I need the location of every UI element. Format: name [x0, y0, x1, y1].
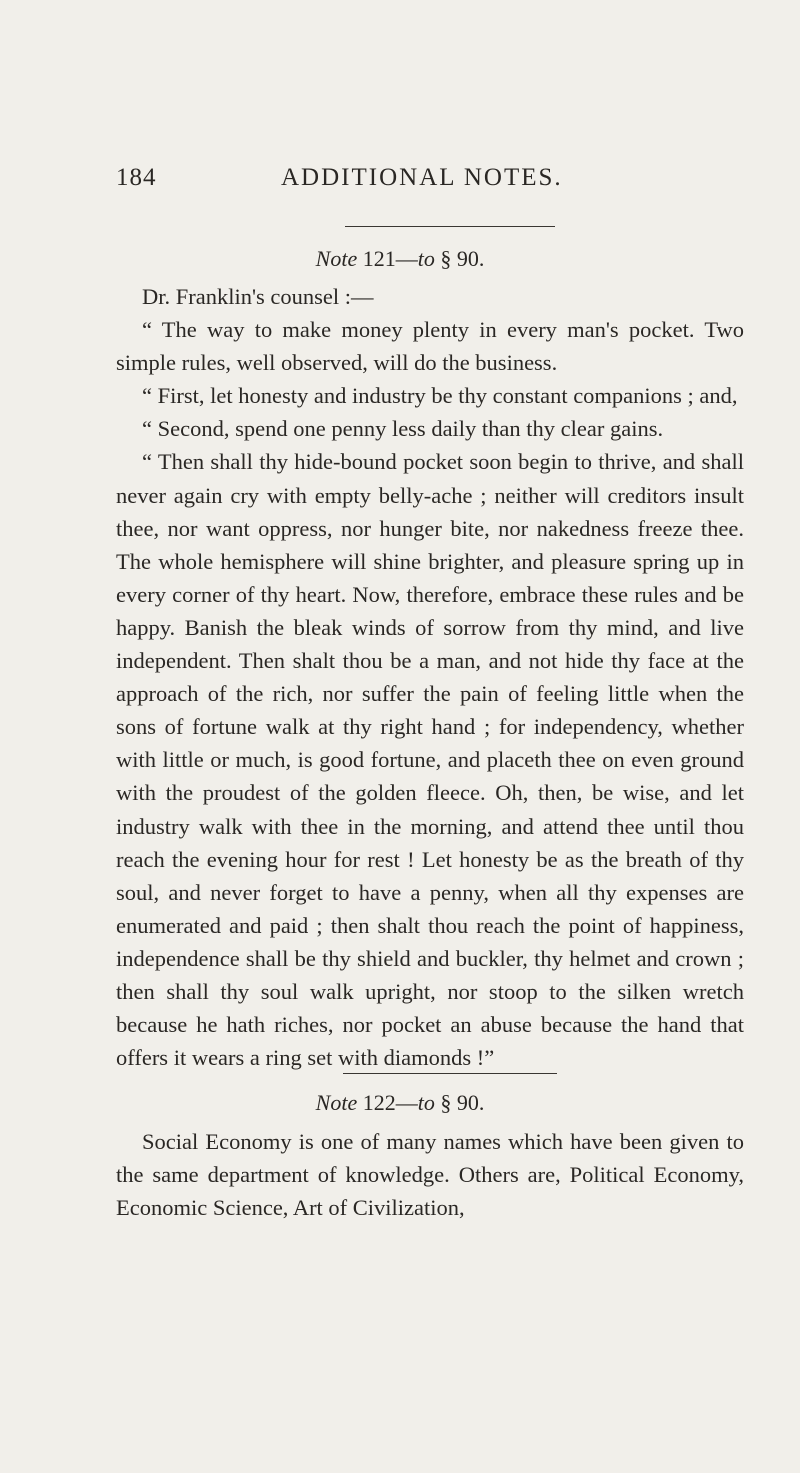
page-number: 184	[116, 164, 157, 191]
note-heading-number: 121	[362, 246, 396, 271]
note-heading	[0, 1090, 800, 1116]
paragraph: “ Second, spend one penny less daily than thy clear gains.	[142, 416, 664, 442]
section-divider	[345, 226, 555, 227]
note-heading-to: to	[417, 246, 435, 271]
note-heading	[0, 246, 800, 272]
note-heading-word: Note	[315, 246, 358, 271]
section-divider	[343, 1073, 557, 1074]
paragraph: “ Then shall thy hide-bound pocket soon begin to thrive, and shall never again cry with empty belly-ache ; neither will creditors insult thee, nor want oppress, nor hunger bite, nor nakedness freeze thee. The whole hemisphere will shine brighter, and pleasure spring up in every corner of thy heart. Now, therefore, embrace these rules and be happy. Banish the bleak winds of sorrow from thy mind, and live independent. Then shalt thou be a man, and not hide thy face at the approach of the rich, nor suffer the pain of feeling little when the sons of fortune walk at thy right hand ; for independency, whether with little or much, is good fortune, and placeth thee on even ground with the proudest of the golden fleece. Oh, then, be wise, and let industry walk with thee in the morning, and attend thee until thou reach the evening hour for rest ! Let honesty be as the breath of thy soul, and never forget to have a penny, when all thy expenses are enumerated and paid ; then shalt thou reach the point of happiness, independence shall be thy shield and buckler, thy helmet and crown ; then shall thy soul walk upright, nor stoop to the silken wretch because he hath riches, nor pocket an abuse because the hand that offers it wears a ring set with diamonds !”	[116, 449, 744, 1071]
note-heading-ref: § 90.	[440, 1090, 485, 1115]
note-heading-to: to	[417, 1090, 435, 1115]
note-heading-dash: —	[395, 1090, 418, 1115]
note-body	[116, 1125, 744, 1224]
paragraph: Dr. Franklin's counsel :—	[142, 284, 374, 309]
running-head	[116, 164, 740, 204]
note-heading-word: Note	[315, 1090, 358, 1115]
running-title: ADDITIONAL NOTES.	[281, 164, 563, 191]
paragraph: “ The way to make money plenty in every man's pocket. Two simple rules, well observed, will do the business.	[116, 317, 744, 376]
note-heading-number: 122	[362, 1090, 396, 1115]
paragraph: “ First, let honesty and industry be thy constant companions ; and,	[142, 383, 738, 409]
note-heading-dash: —	[395, 246, 418, 271]
paragraph: Social Economy is one of many names which have been given to the same department of knowledge. Others are, Political Economy, Economic Science, Art of Civilization,	[116, 1129, 744, 1221]
note-body	[116, 280, 744, 1074]
note-heading-ref: § 90.	[440, 246, 485, 271]
